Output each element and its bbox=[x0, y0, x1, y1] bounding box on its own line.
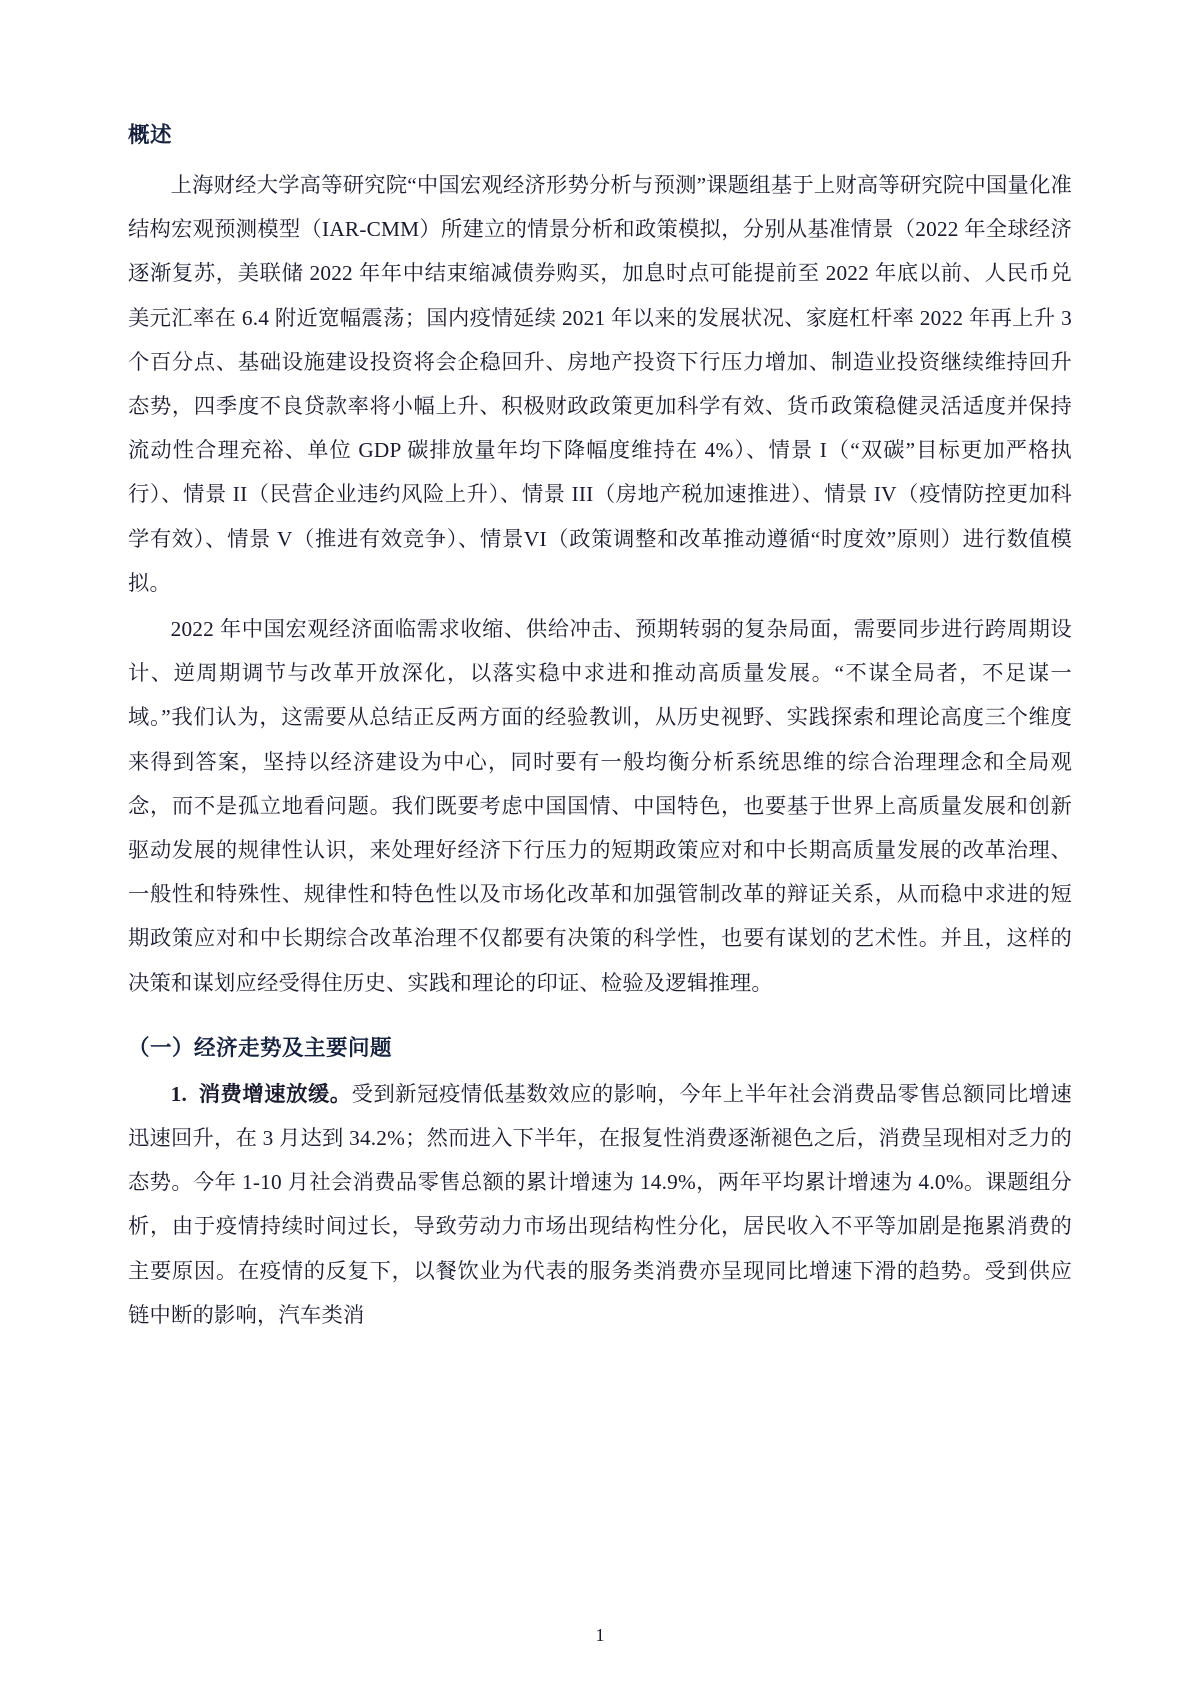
page-title: 概述 bbox=[128, 123, 173, 147]
page-number: 1 bbox=[595, 1625, 605, 1645]
list-item-consumption bbox=[128, 1072, 1072, 1337]
section-heading-economic-trends: （一）经济走势及主要问题 bbox=[128, 1035, 393, 1060]
list-item-number: 1. bbox=[170, 1081, 187, 1106]
list-item-body: 受到新冠疫情低基数效应的影响，今年上半年社会消费品零售总额同比增速迅速回升，在 3 月达到 34.2%；然而进入下半年，在报复性消费逐渐褪色之后，消费呈现相对乏力的态势。今年 1-10 月社会消费品零售总额的累计增速为 14.9%，两年平均累计增速为 4.0%。课题组分析，由于疫情持续时间过长，导致劳动力市场出现结构性分化，居民收入不平等加剧是拖累消费的主要原因。在疫情的反复下，以餐饮业为代表的服务类消费亦呈现同比增速下滑的趋势。受到供应链中断的影响，汽车类消 bbox=[128, 1081, 1072, 1327]
list-item-lead: 消费增速放缓。 bbox=[198, 1081, 352, 1106]
paragraph-overview-1: 上海财经大学高等研究院“中国宏观经济形势分析与预测”课题组基于上财高等研究院中国量化准结构宏观预测模型（IAR-CMM）所建立的情景分析和政策模拟，分别从基准情景（2022 年全球经济逐渐复苏，美联储 2022 年年中结束缩减债券购买，加息时点可能提前至 2022 年底以前、人民币兑美元汇率在 6.4 附近宽幅震荡；国内疫情延续 2021 年以来的发展状况、家庭杠杆率 2022 年再上升 3 个百分点、基础设施建设投资将会企稳回升、房地产投资下行压力增加、制造业投资继续维持回升态势，四季度不良贷款率将小幅上升、积极财政政策更加科学有效、货币政策稳健灵活适度并保持流动性合理充裕、单位 GDP 碳排放量年均下降幅度维持在 4%）、情景 I（“双碳”目标更加严格执行）、情景 II（民营企业违约风险上升）、情景 III（房地产税加速推进）、情景 IV（疫情防控更加科学有效）、情景 V（推进有效竞争）、情景VI（政策调整和改革推动遵循“时度效”原则）进行数值模拟。 bbox=[128, 173, 1072, 595]
paragraph-overview-2: 2022 年中国宏观经济面临需求收缩、供给冲击、预期转弱的复杂局面，需要同步进行跨周期设计、逆周期调节与改革开放深化，以落实稳中求进和推动高质量发展。“不谋全局者，不足谋一域。”我们认为，这需要从总结正反两方面的经验教训，从历史视野、实践探索和理论高度三个维度来得到答案，坚持以经济建设为中心，同时要有一般均衡分析系统思维的综合治理理念和全局观念，而不是孤立地看问题。我们既要考虑中国国情、中国特色，也要基于世界上高质量发展和创新驱动发展的规律性认识，来处理好经济下行压力的短期政策应对和中长期高质量发展的改革治理、一般性和特殊性、规律性和特色性以及市场化改革和加强管制改革的辩证关系，从而稳中求进的短期政策应对和中长期综合改革治理不仅都要有决策的科学性，也要有谋划的艺术性。并且，这样的决策和谋划应经受得住历史、实践和理论的印证、检验及逻辑推理。 bbox=[128, 617, 1072, 995]
